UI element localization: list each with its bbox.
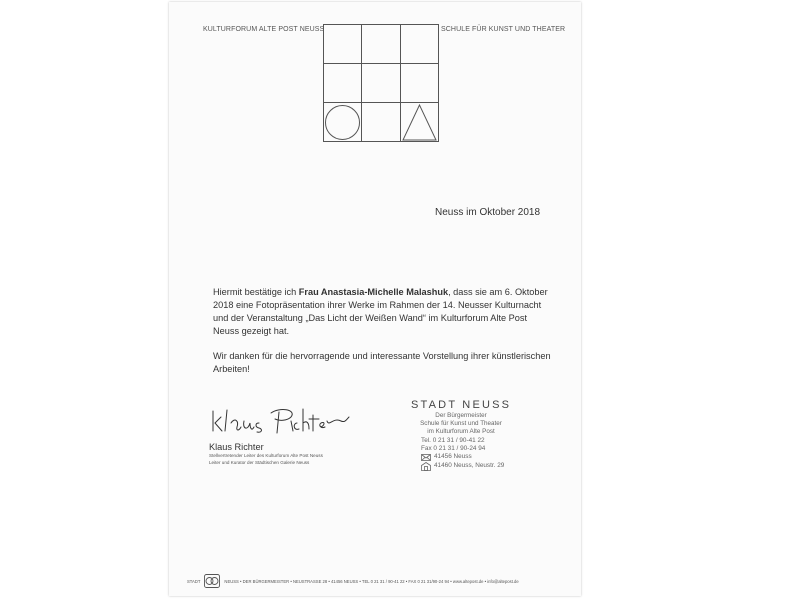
- city-title: STADT NEUSS: [411, 399, 512, 411]
- signer-name: Klaus Richter: [209, 442, 264, 452]
- building-icon: [421, 462, 431, 471]
- city-address-block: [409, 412, 513, 437]
- signer-role-1: Stellvertretender Leiter des Kulturforum Alte Post Neuss: [209, 453, 323, 458]
- footer-line: [187, 574, 519, 588]
- address-text: 41460 Neuss, Neustr. 29: [434, 462, 505, 469]
- city-line-2: Schule für Kunst und Theater: [420, 420, 502, 428]
- grid-logo-icon: [323, 24, 439, 142]
- city-line-1: Der Bürgermeister: [435, 412, 487, 419]
- city-line-3: im Kulturforum Alte Post: [427, 428, 495, 436]
- paragraph-confirmation: [213, 286, 553, 338]
- header-right: SCHULE FÜR KUNST UND THEATER: [441, 26, 566, 33]
- footer-text: NEUSS • DER BÜRGERMEISTER • NEUSTRASSE 28 • 41456 NEUSS • TEL 0 21 31 / 90-41 22 • FAX 0 21 31/90-24 94 • www.altepost.de • info@altepost.de: [224, 578, 519, 584]
- contact-block: [421, 437, 504, 471]
- postbox-row: [421, 453, 504, 461]
- text-segment: Hiermit bestätige ich: [213, 287, 299, 297]
- postbox-text: 41456 Neuss: [434, 453, 472, 461]
- address-row: [421, 462, 504, 471]
- letter-page: [169, 2, 581, 596]
- envelope-icon: [421, 454, 431, 461]
- footer-stadt: STADT: [187, 578, 201, 584]
- contact-tel: Tel. 0 21 31 / 90-41 22: [421, 437, 485, 444]
- text-segment: , dass sie am 6. Oktober 2018 eine Fotopräsentation ihrer Werke im Rahmen der 14. Neusser Kulturnacht und der Veranstaltung „Das Licht der Weißen Wand“ im Kulturforum Alte Post Neuss gezeigt hat.: [213, 287, 548, 336]
- date-line: Neuss im Oktober 2018: [435, 207, 541, 218]
- person-name: Frau Anastasia-Michelle Malashuk: [298, 287, 449, 297]
- contact-fax: Fax 0 21 31 / 90-24 94: [421, 445, 486, 453]
- header-left: KULTURFORUM ALTE POST NEUSS: [203, 26, 325, 33]
- signer-role-2: Leiter und Kurator der Städtischen Galerie Neuss: [209, 460, 310, 465]
- neuss-logo-icon: [204, 574, 220, 588]
- paragraph-thanks: Wir danken für die hervorragende und interessante Vorstellung ihrer künstlerischen Arbeiten!: [213, 351, 551, 374]
- handwritten-signature: [209, 405, 369, 443]
